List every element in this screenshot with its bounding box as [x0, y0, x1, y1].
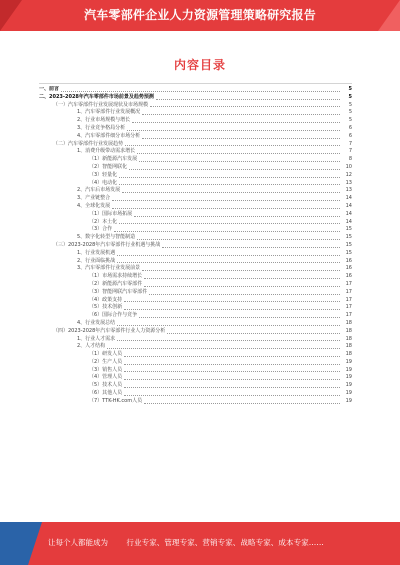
footer-slogan-roles: 行业专家、管理专家、营销专家、战略专家、成本专家…… [126, 538, 324, 547]
toc-divider [39, 83, 352, 84]
toc-leader-dots [117, 255, 340, 256]
toc-entry-text: （二）汽车零部件行业发展趋势 [53, 140, 124, 147]
toc-leader-dots [114, 231, 340, 232]
toc-entry-page: 14 [345, 195, 352, 202]
toc-entry[interactable] [39, 281, 352, 289]
toc-entry-text: （1）研发人员 [89, 351, 123, 358]
toc-entry-page: 17 [345, 288, 352, 295]
toc-entry-text: （2）智能网联化 [89, 163, 128, 170]
toc-entry[interactable] [39, 359, 352, 367]
toc-entry-text: （1）国际市场拓展 [89, 210, 133, 217]
toc-entry-text: 3、产业链整合 [77, 195, 111, 202]
toc-leader-dots [124, 387, 340, 388]
toc-leader-dots [124, 379, 340, 380]
toc-entry-text: 4、汽车零部件细分市场分析 [77, 132, 141, 139]
toc-entry-page: 17 [345, 312, 352, 319]
toc-entry-text: （4）管理人员 [89, 374, 123, 381]
toc-entry-page: 13 [345, 187, 352, 194]
toc-entry-page: 18 [345, 343, 352, 350]
toc-leader-dots [117, 340, 340, 341]
toc-entry[interactable] [39, 148, 352, 156]
toc-entry-text: （3）合作 [89, 226, 113, 233]
toc-entry-text: （三）2023-2028年汽车零部件行业机遇与挑战 [53, 241, 161, 248]
toc-entry-page: 16 [345, 265, 352, 272]
toc-entry-text: （3）轻量化 [89, 171, 118, 178]
report-title: 汽车零部件企业人力资源管理策略研究报告 [84, 8, 316, 22]
toc-entry-page: 5 [348, 86, 352, 92]
toc-entry-text: 4、行业发展总结 [77, 319, 116, 326]
toc-leader-dots [162, 247, 340, 248]
toc-entry-text: 2、行业市场规模与增长 [77, 117, 131, 124]
toc-entry-page: 7 [348, 140, 352, 147]
toc-entry[interactable] [39, 273, 352, 281]
toc-entry-text: （四）2023-2028年汽车零部件行业人力资源分析 [53, 327, 166, 334]
toc-leader-dots [124, 301, 340, 302]
toc-entry[interactable] [39, 304, 352, 312]
toc-leader-dots [150, 106, 340, 107]
toc-entry-text: 1、行业发展机遇 [77, 249, 116, 256]
toc-entry-text: （一）汽车零部件行业发展现状及市场规模 [53, 101, 149, 108]
toc-leader-dots [144, 403, 340, 404]
toc-entry-text: 5、数字化转型与智能制造 [77, 234, 136, 241]
toc-leader-dots [144, 286, 340, 287]
toc-entry-text: 3、行业竞争格局分析 [77, 124, 126, 131]
footer-slogan-lead: 让每个人都能成为 [48, 538, 108, 547]
toc-entry-text: 1、行业人才需求 [77, 335, 116, 342]
toc-entry[interactable] [39, 117, 352, 125]
toc-entry-page: 6 [348, 124, 352, 131]
toc-entry-page: 12 [345, 171, 352, 178]
toc-entry-page: 10 [345, 163, 352, 170]
toc-entry-page: 18 [345, 327, 352, 334]
toc-leader-dots [139, 161, 340, 162]
toc-entry[interactable] [39, 250, 352, 258]
toc-entry[interactable] [39, 94, 352, 102]
toc-entry-text: 1、消费升级带动需求增长 [77, 148, 136, 155]
toc-leader-dots [149, 294, 340, 295]
toc-entry-text: 2、人才结构 [77, 343, 106, 350]
toc-entry-page: 19 [345, 366, 352, 373]
toc-entry-text: （6）其他人员 [89, 390, 123, 397]
toc-leader-dots [125, 145, 340, 146]
toc-entry-text: 2、汽车后市场发展 [77, 187, 121, 194]
toc-entry-text: （1）新能源汽车发展 [89, 156, 138, 163]
toc-leader-dots [139, 317, 340, 318]
toc-entry[interactable] [39, 297, 352, 305]
toc-entry[interactable] [39, 367, 352, 375]
toc-entry[interactable] [39, 343, 352, 351]
toc-entry[interactable] [39, 187, 352, 195]
toc-entry[interactable] [39, 219, 352, 227]
toc-entry[interactable] [39, 398, 352, 406]
toc-entry-page: 5 [348, 117, 352, 124]
toc-entry-page: 19 [345, 397, 352, 404]
toc-leader-dots [156, 99, 340, 100]
toc-entry-text: （3）销售人员 [89, 366, 123, 373]
toc-entry-page: 5 [348, 109, 352, 116]
toc-entry-page: 7 [348, 148, 352, 155]
toc-entry[interactable] [39, 172, 352, 180]
toc-entry[interactable] [39, 234, 352, 242]
toc-entry-page: 16 [345, 273, 352, 280]
toc-leader-dots [127, 130, 340, 131]
toc-entry-text: （4）政策支持 [89, 296, 123, 303]
toc-entry[interactable] [39, 226, 352, 234]
toc-entry-page: 15 [345, 241, 352, 248]
toc-leader-dots [61, 91, 340, 92]
toc-leader-dots [112, 208, 340, 209]
toc-leader-dots [119, 223, 340, 224]
toc-entry[interactable] [39, 242, 352, 250]
toc-entry[interactable] [39, 312, 352, 320]
toc-entry-page: 15 [345, 226, 352, 233]
toc-entry-page: 19 [345, 382, 352, 389]
toc-entry-text: （2）生产人员 [89, 358, 123, 365]
toc-leader-dots [167, 333, 340, 334]
table-of-contents [39, 86, 352, 516]
toc-entry-text: 一、前言 [39, 86, 60, 92]
toc-leader-dots [134, 216, 340, 217]
toc-leader-dots [124, 371, 340, 372]
toc-entry-page: 5 [348, 101, 352, 108]
toc-entry[interactable] [39, 164, 352, 172]
toc-entry[interactable] [39, 390, 352, 398]
toc-entry-text: （5）技术创新 [89, 304, 123, 311]
toc-entry[interactable] [39, 289, 352, 297]
toc-leader-dots [117, 262, 340, 263]
toc-entry[interactable] [39, 133, 352, 141]
toc-leader-dots [117, 325, 340, 326]
toc-entry[interactable] [39, 203, 352, 211]
toc-entry[interactable] [39, 211, 352, 219]
toc-entry[interactable] [39, 156, 352, 164]
toc-entry-page: 17 [345, 296, 352, 303]
toc-entry-text: 3、汽车零部件行业发展前景 [77, 265, 141, 272]
toc-title: 内容目录 [173, 58, 226, 72]
toc-entry[interactable] [39, 351, 352, 359]
toc-leader-dots [124, 364, 340, 365]
toc-leader-dots [137, 239, 340, 240]
toc-leader-dots [122, 192, 340, 193]
toc-entry-page: 17 [345, 304, 352, 311]
toc-entry-text: （1）市场需求持续增长 [89, 273, 143, 280]
toc-entry-text: （7）TTK-HK.com人员 [89, 397, 143, 404]
toc-entry[interactable] [39, 86, 352, 94]
toc-entry-text: 2、行业面临挑战 [77, 257, 116, 264]
toc-entry-page: 15 [345, 249, 352, 256]
toc-entry[interactable] [39, 320, 352, 328]
toc-entry-page: 16 [345, 257, 352, 264]
toc-leader-dots [137, 153, 340, 154]
toc-leader-dots [142, 138, 340, 139]
toc-entry-page: 18 [345, 351, 352, 358]
toc-entry-page: 19 [345, 358, 352, 365]
footer-slogan [48, 537, 388, 548]
toc-leader-dots [124, 356, 340, 357]
toc-entry[interactable] [39, 125, 352, 133]
toc-entry-text: （2）本土化 [89, 218, 118, 225]
toc-entry-page: 19 [345, 374, 352, 381]
toc-entry-page: 14 [345, 218, 352, 225]
toc-leader-dots [124, 395, 340, 396]
toc-leader-dots [112, 200, 340, 201]
toc-entry[interactable] [39, 374, 352, 382]
toc-entry-page: 19 [345, 390, 352, 397]
toc-entry-page: 18 [345, 335, 352, 342]
toc-entry[interactable] [39, 382, 352, 390]
toc-entry-page: 5 [348, 93, 352, 100]
toc-entry-page: 15 [345, 234, 352, 241]
toc-leader-dots [132, 122, 340, 123]
toc-entry-page: 14 [345, 202, 352, 209]
toc-leader-dots [107, 348, 340, 349]
toc-entry-page: 6 [348, 132, 352, 139]
toc-leader-dots [119, 177, 340, 178]
toc-entry-page: 8 [348, 156, 352, 163]
toc-entry[interactable] [39, 195, 352, 203]
toc-entry-text: （4）电动化 [89, 179, 118, 186]
toc-leader-dots [144, 278, 340, 279]
toc-entry-page: 14 [345, 210, 352, 217]
toc-entry-page: 13 [345, 179, 352, 186]
toc-leader-dots [129, 169, 340, 170]
toc-leader-dots [142, 270, 340, 271]
report-header [0, 0, 400, 31]
footer-blue-block [0, 522, 28, 565]
toc-entry-page: 17 [345, 280, 352, 287]
toc-entry-text: 4、全球化发展 [77, 202, 111, 209]
toc-entry[interactable] [39, 265, 352, 273]
toc-entry-text: （2）新能源汽车零部件 [89, 280, 143, 287]
toc-entry-text: 1、汽车零部件行业发展概况 [77, 109, 141, 116]
toc-entry-text: 二、2023-2028年汽车零部件市场前景及趋势预测 [39, 93, 154, 100]
toc-leader-dots [119, 184, 340, 185]
toc-entry-page: 18 [345, 319, 352, 326]
toc-leader-dots [124, 309, 340, 310]
toc-entry[interactable] [39, 328, 352, 336]
toc-leader-dots [142, 114, 340, 115]
toc-entry-text: （3）智能网联汽车零部件 [89, 288, 148, 295]
footer-blue-slant [28, 522, 42, 565]
toc-entry-text: （6）国际合作与竞争 [89, 312, 138, 319]
toc-entry-text: （5）技术人员 [89, 382, 123, 389]
